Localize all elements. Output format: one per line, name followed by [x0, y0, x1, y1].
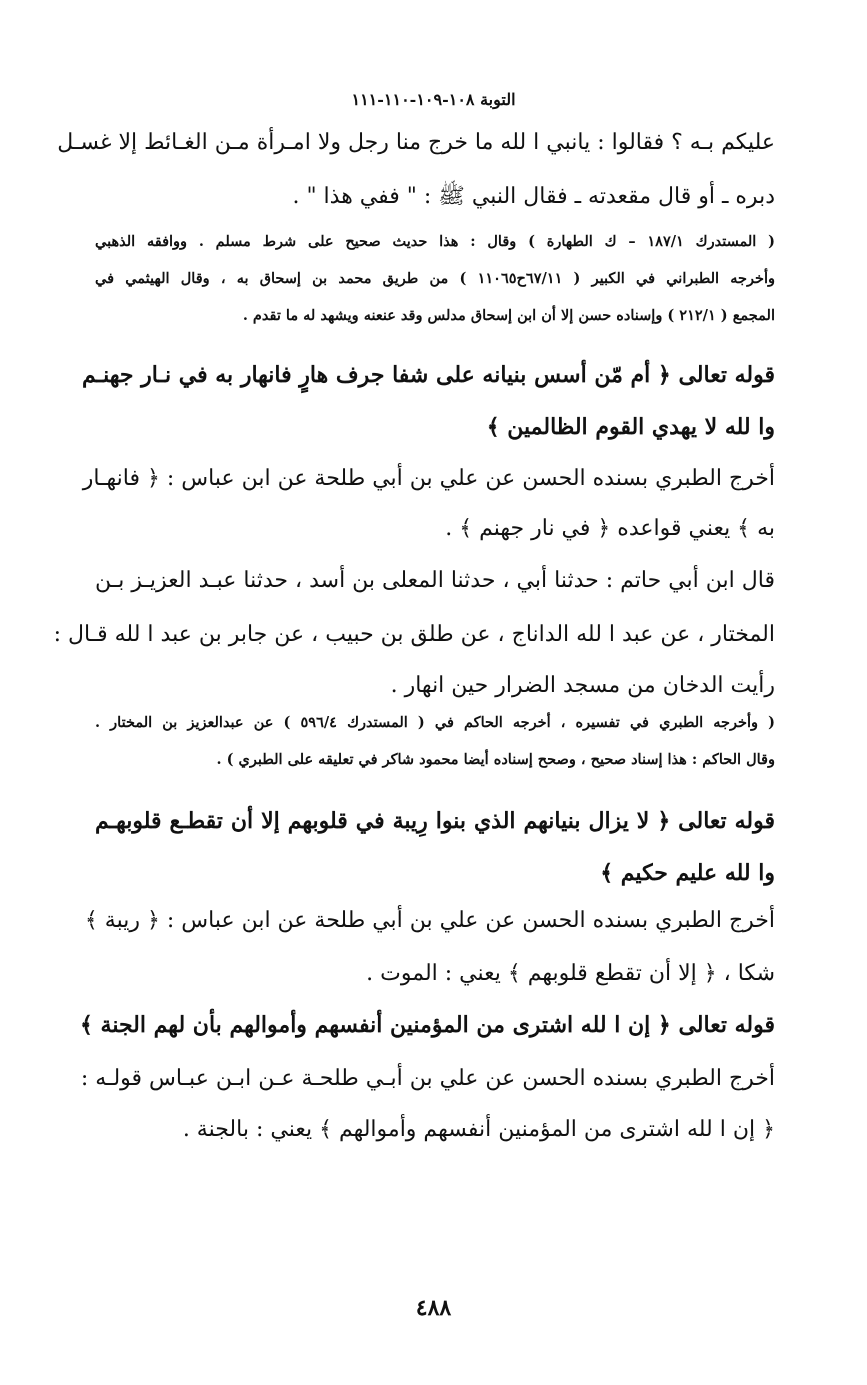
body-line: شكا ، ﴿ إلا أن تقطع قلوبهم ﴾ يعني : الموت . [366, 961, 775, 986]
verse-heading: قوله تعالى ﴿ لا يزال بنيانهم الذي بنوا رِيبة في قلوبهم إلا أن تقطـع قلوبهـم [95, 808, 775, 834]
body-line: عليكم بـه ؟ فقالوا : يانبي ا لله ما خرج منا رجل ولا امـرأة مـن الغـائط إلا غسـل [57, 130, 775, 155]
running-header: التوبة ١٠٨-١٠٩-١١٠-١١١ [351, 90, 516, 109]
verse-heading: قوله تعالى ﴿ أم مّن أسس بنيانه على شفا جرف هارٍ فانهار به في نـار جهنـم [82, 362, 775, 388]
footnote-line: المجمع ( ٢١٢/١ ) وإسناده حسن إلا أن ابن إسحاق مدلس وقد عنعنه ويشهد له ما تقدم . [242, 307, 775, 324]
body-line: دبره ـ أو قال مقعدته ـ فقال النبي ﷺ : " ففي هذا " . [292, 184, 775, 209]
footnote-line: وأخرجه الطبراني في الكبير ( ٦٧/١١ح١١٠٦٥ ) من طريق محمد بن إسحاق به ، وقال الهيثمي في [95, 270, 775, 287]
page-number: ٤٨٨ [415, 1295, 452, 1321]
body-line: ﴿ إن ا لله اشترى من المؤمنين أنفسهم وأموالهم ﴾ يعني : بالجنة . [182, 1117, 775, 1142]
verse-heading: قوله تعالى ﴿ إن ا لله اشترى من المؤمنين أنفسهم وأموالهم بأن لهم الجنة ﴾ [80, 1012, 775, 1038]
body-line: أخرج الطبري بسنده الحسن عن علي بن أبـي طلحـة عـن ابـن عبـاس قولـه : [80, 1066, 775, 1091]
body-line: قال ابن أبي حاتم : حدثنا أبي ، حدثنا المعلى بن أسد ، حدثنا عبـد العزيـز بـن [95, 568, 775, 593]
verse-heading: وا لله عليم حكيم ﴾ [600, 860, 775, 886]
body-line: به ﴾ يعني قواعده ﴿ في نار جهنم ﴾ . [445, 516, 775, 541]
verse-heading: وا لله لا يهدي القوم الظالمين ﴾ [486, 414, 775, 440]
footnote-line: وقال الحاكم : هذا إسناد صحيح ، وصحح إسناده أيضا محمود شاكر في تعليقه على الطبري ) . [216, 751, 775, 768]
footnote-line: ( وأخرجه الطبري في تفسيره ، أخرجه الحاكم في ( المستدرك ٥٩٦/٤ ) عن عبدالعزيز بن المختار . [95, 714, 775, 731]
body-line: أخرج الطبري بسنده الحسن عن علي بن أبي طلحة عن ابن عباس : ﴿ فانهـار [82, 466, 775, 491]
footnote-line: ( المستدرك ١٨٧/١ – ك الطهارة ) وقال : هذا حديث صحيح على شرط مسلم . ووافقه الذهبي [95, 233, 775, 250]
body-line: المختار ، عن عبد ا لله الداناج ، عن طلق بن حبيب ، عن جابر بن عبد ا لله قـال : [53, 622, 775, 647]
body-line: رأيت الدخان من مسجد الضرار حين انهار . [390, 673, 775, 698]
body-line: أخرج الطبري بسنده الحسن عن علي بن أبي طلحة عن ابن عباس : ﴿ ريبة ﴾ [84, 908, 775, 933]
